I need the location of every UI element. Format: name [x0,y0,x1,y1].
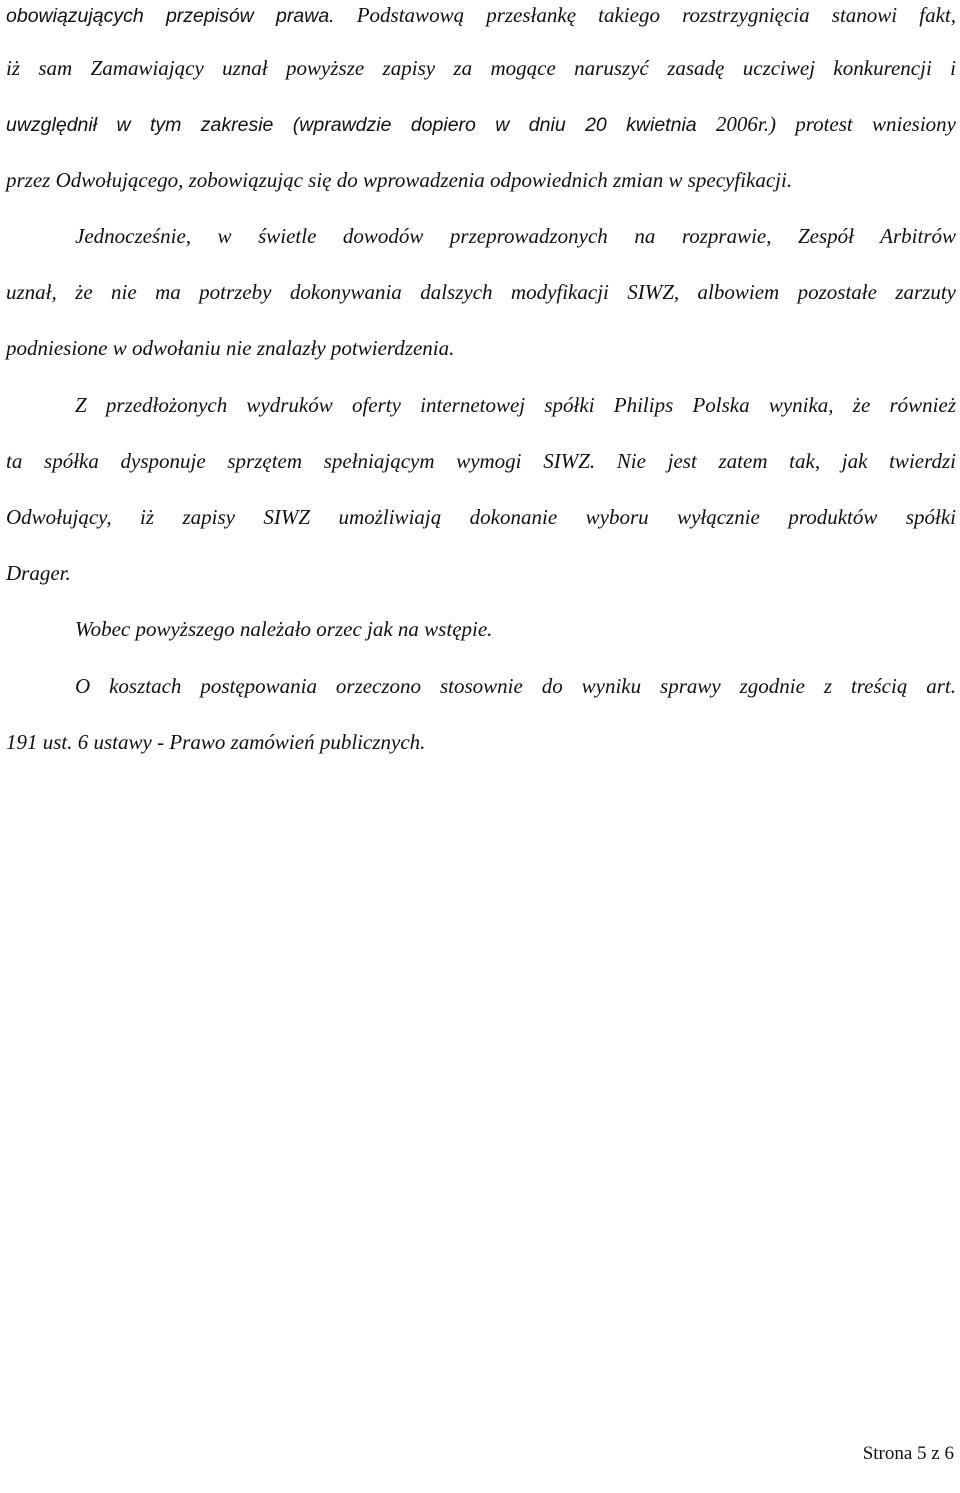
text-line-3 [6,110,956,139]
text-line-7: podniesione w odwołaniu nie znalazły potwierdzenia. [6,336,455,360]
text-line-3-sans: uwzględnił w tym zakresie (wprawdzie dopiero w dniu 20 kwietnia [6,114,697,136]
text-line-12: Wobec powyższego należało orzec jak na wstępie. [75,617,493,641]
text-line-1-serif: Podstawową przesłankę takiego rozstrzygnięcia stanowi fakt, [334,3,956,27]
text-line-2: iż sam Zamawiający uznał powyższe zapisy za mogące naruszyć zasadę uczciwej konkurencji i [6,56,956,80]
text-line-13: O kosztach postępowania orzeczono stosownie do wyniku sprawy zgodnie z treścią art. [75,674,956,698]
text-line-6: uznał, że nie ma potrzeby dokonywania dalszych modyfikacji SIWZ, albowiem pozostałe zarzuty [6,280,956,304]
text-line-9: ta spółka dysponuje sprzętem spełniającym wymogi SIWZ. Nie jest zatem tak, jak twierdzi [6,449,956,473]
text-line-8: Z przedłożonych wydruków oferty internetowej spółki Philips Polska wynika, że również [75,393,956,417]
text-line-4: przez Odwołującego, zobowiązując się do wprowadzenia odpowiednich zmian w specyfikacji. [6,168,793,192]
text-line-14: 191 ust. 6 ustawy - Prawo zamówień publicznych. [6,730,426,754]
text-line-5: Jednocześnie, w świetle dowodów przeprowadzonych na rozprawie, Zespół Arbitrów [75,224,956,248]
page-number-footer: Strona 5 z 6 [862,1443,954,1464]
text-line-3-serif: 2006r.) protest wniesiony [696,112,956,136]
text-line-1-sans: obowiązujących przepisów prawa. [6,5,335,27]
text-line-10: Odwołujący, iż zapisy SIWZ umożliwiają dokonanie wyboru wyłącznie produktów spółki [6,505,956,529]
text-line-1 [6,1,956,30]
text-line-11: Drager. [6,561,71,585]
